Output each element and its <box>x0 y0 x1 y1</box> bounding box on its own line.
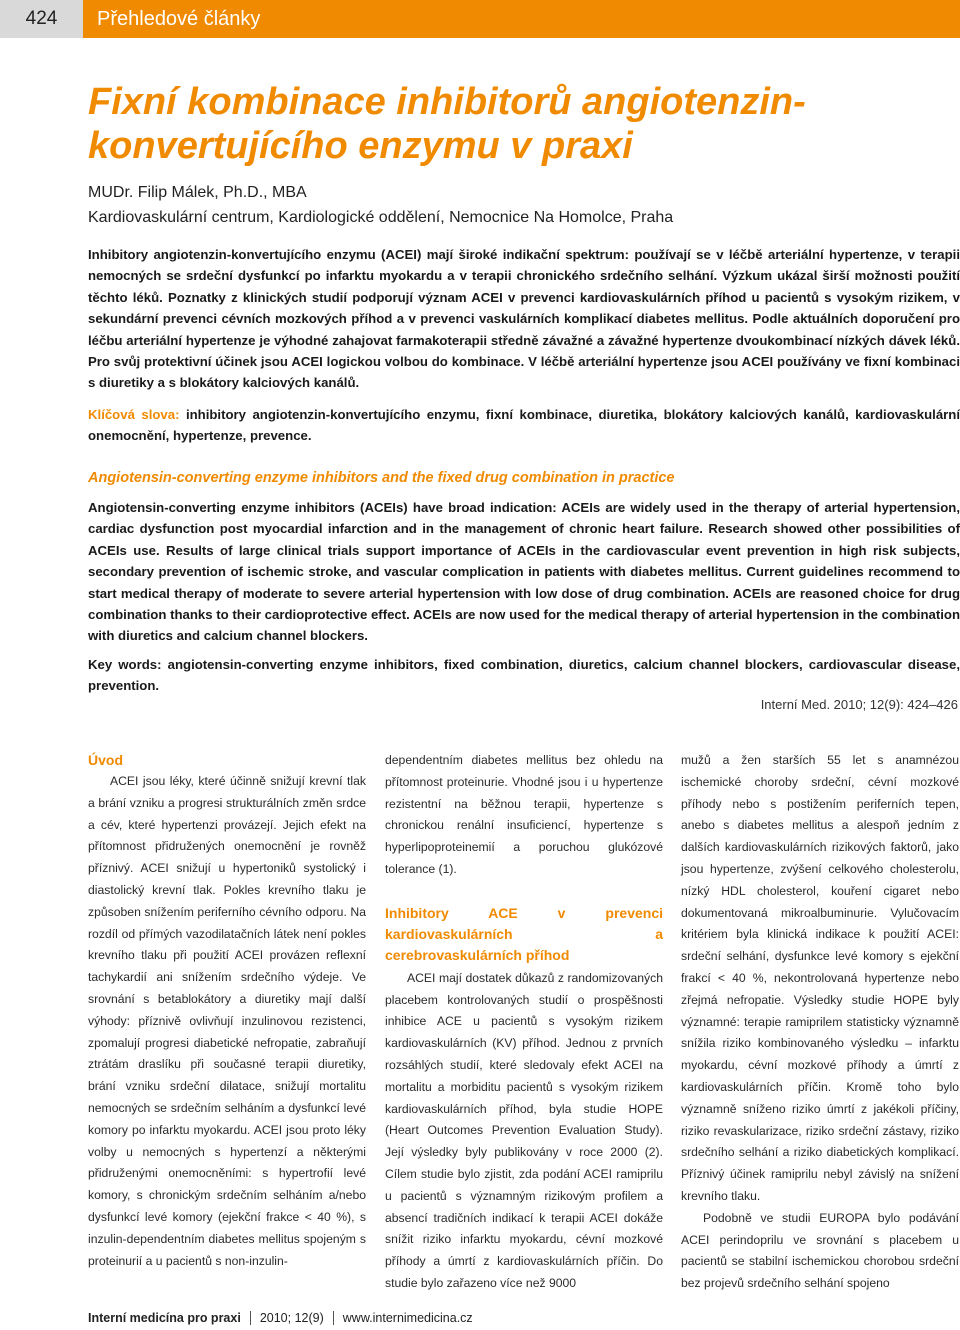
body-paragraph: Podobně ve studii EUROPA bylo podávání ACEI perindoprilu ve srovnání s placebem u pacientů se stabilní ischemickou chorobou srdeční bez projevů srdečního selhání spojeno <box>681 1210 959 1291</box>
section-heading-uvod: Úvod <box>88 752 123 768</box>
footer-website[interactable]: www.internimedicina.cz <box>342 1311 473 1325</box>
page-header <box>0 0 960 38</box>
body-paragraph: dependentním diabetes mellitus bez ohledu na přítomnost proteinurie. Vhodné jsou i u hypertenze rezistentní na běžnou terapii, hypertenze s chronickou renální insuficiencí, hypertenze s hyperlipoproteinemií a poruchou glukózové tolerance (1). <box>385 753 663 876</box>
keywords-czech <box>88 404 960 447</box>
author-affiliation: Kardiovaskulární centrum, Kardiologické oddělení, Nemocnice Na Homolce, Praha <box>88 209 674 226</box>
abstract-czech: Inhibitory angiotenzin-konvertujícího enzymu (ACEI) mají široké indikační spektrum: používají se v léčbě arteriální hypertenze, v terapii nemocných se srdeční dysfunkcí po infarktu myokardu a v terapii chronického srdečního selhání. Výzkum ukázal širší možnosti použití těchto léků. Poznatky z klinických studií podporují význam ACEI v prevenci kardiovaskulárních příhod u pacientů s vysokým rizikem, v sekundární prevenci cévních mozkových příhod a v prevenci vaskulárních komplikací diabetes mellitus. Podle aktuálních doporučení pro léčbu arteriální hypertenze je výhodné zahajovat farmakoterapii středně závažné a závažné hypertenze dvoukombinací nízkých dávek léků. Pro svůj protektivní účinek jsou ACEI logickou volbou do kombinace. V léčbě arteriální hypertenze jsou ACEI používány ve fixní kombinaci s diuretiky a s blokátory kalciových kanálů. <box>88 247 960 391</box>
article-title: Fixní kombinace inhibitorů angiotenzin-konvertujícího enzymu v praxi <box>88 81 806 167</box>
body-column-3 <box>681 750 959 1295</box>
keywords-english <box>88 654 960 697</box>
body-paragraph: ACEI jsou léky, které účinně snižují krevní tlak a brání vzniku a progresi strukturálních změn srdce a cév, které hypertenzi provázejí. Jejich efekt na přítomnost přidružených onemocnění je rovněž příznivý. ACEI snižují u hypertoniků systolický i diastolický krevní tlak. Pokles krevního tlaku je způsoben snížením periferního cévního odporu. Na rozdíl od přímých vazodilatačních látek není pokles krevního tlaku při použití ACEI provázen reflexní tachykardií ani snížením srdečního výdeje. Ve srovnání s betablokátory a diuretiky mají další výhody: příznivě ovlivňují inzulinovou rezistenci, zpomalují progresi diabetické nefropatie, zabraňují ztrátám draslíku při současné terapii diuretiky, brání vzniku srdeční dilatace, snižují mortalitu nemocných se srdečním selháním a dysfunkcí levé komory po infarktu myokardu. ACEI jsou proto léky volby u nemocných s hypertenzí a některými přidruženými onemocněními: s hypertrofií levé komory, s chronickým srdečním selháním a/nebo dysfunkcí levé komory (ejekční frakce < 40 %), s inzulin-dependentním diabetes mellitus spojeným s proteinurií a u pacientů s non-inzulin- <box>88 774 366 1268</box>
keywords-english-text: angiotensin-converting enzyme inhibitors, fixed combination, diuretics, calcium channel blockers, cardiovascular disease, prevention. <box>88 657 960 694</box>
section-heading-prevention: Inhibitory ACE v prevenci kardiovaskulárních a cerebrovaskulárních příhod <box>385 904 663 963</box>
keywords-czech-label: Klíčová slova: <box>88 407 180 422</box>
footer-issue: 2010; 12(9) <box>259 1311 324 1325</box>
footer-divider <box>250 1311 251 1325</box>
keywords-czech-text: inhibitory angiotenzin-konvertujícího enzymu, fixní kombinace, diuretika, blokátory kalciových kanálů, kardiovaskulární onemocnění, hypertenze, prevence. <box>88 407 960 444</box>
author-name: MUDr. Filip Málek, Ph.D., MBA <box>88 184 307 201</box>
abstract-english: Angiotensin-converting enzyme inhibitors (ACEIs) have broad indication: ACEIs are widely used in the therapy of arterial hypertension, cardiac dysfunction post myocardial infarction and in the management of chronic heart failure. Research showed other possibilities of ACEIs use. Results of large clinical trials support importance of ACEIs in the cardiovascular event prevention in high risk subjects, secondary prevention of ischemic stroke, and vascular complication in patients with diabetes mellitus. Current guidelines recommend to start medical therapy of moderate to severe arterial hypertension with low dose of drug combination. ACEIs are reasoned choice for drug combination thanks to their cardioprotective effect. ACEIs are now used for the medical therapy of arterial hypertension in the combination with diuretics and calcium channel blockers. <box>88 500 960 644</box>
body-paragraph: ACEI mají dostatek důkazů z randomizovaných placebem kontrolovaných studií o prospěšnosti inhibice ACE u pacientů s vysokým rizikem kardiovaskulárních (KV) příhod. Jednou z prvních rozsáhlých studií, které sledovaly efekt ACEI na mortalitu a morbiditu pacientů s vysokým rizikem kardiovaskulárních příhod, byla studie HOPE (Heart Outcomes Prevention Evaluation Study). Její výsledky byly publikovány v roce 2000 (2). Cílem studie bylo zjistit, zda podání ACEI ramiprilu u pacientů s významným rizikovým profilem a absencí tradičních indikací k terapii ACEI dokáže snížit riziko infarktu myokardu, cévní mozkové příhody a úmrtí z kardiovaskulárních příčin. Do studie bylo zařazeno více než 9000 <box>385 970 663 1290</box>
keywords-english-label: Key words: <box>88 657 162 672</box>
body-paragraph: mužů a žen starších 55 let s anamnézou ischemické choroby srdeční, cévní mozkové příhody nebo s postižením periferních tepen, anebo s diabetes mellitus a alespoň jedním z dalších kardiovaskulárních rizikových faktorů, jako jsou hypertenze, zvýšení celkového cholesterolu, nízký HDL cholesterol, kouření cigaret nebo dokumentovaná mikroalbuminurie. Vylučovacím kritériem byla klinická indikace k použití ACEI: srdeční selhání, dysfunkce levé komory s ejekční frakcí < 40 %, nekontrolovaná hypertenze nebo zřejmá nefropatie. Výsledky studie HOPE byly významné: terapie ramiprilem statisticky významně snížila riziko kombinovaného výsledku – infarktu myokardu, cévní mozkové příhody a úmrtí z kardiovaskulárních příčin. Kromě toho bylo významně sníženo riziko úmrtí z jakékoli příčiny, riziko revaskularizace, riziko srdeční zástavy, riziko srdečního selhání a riziko diabetických komplikací. Příznivý účinek ramiprilu nebyl závislý na snížení krevního tlaku. <box>681 753 959 1203</box>
footer-divider <box>333 1311 334 1325</box>
page-footer <box>88 1311 473 1325</box>
footer-journal: Interní medicína pro praxi <box>88 1311 241 1325</box>
body-column-1 <box>88 750 366 1272</box>
citation: Interní Med. 2010; 12(9): 424–426 <box>760 697 958 712</box>
page-number: 424 <box>0 0 83 38</box>
body-column-2 <box>385 750 663 1295</box>
section-label: Přehledové články <box>83 0 960 38</box>
abstract-english-title: Angiotensin-converting enzyme inhibitors and the fixed drug combination in practice <box>88 470 675 486</box>
